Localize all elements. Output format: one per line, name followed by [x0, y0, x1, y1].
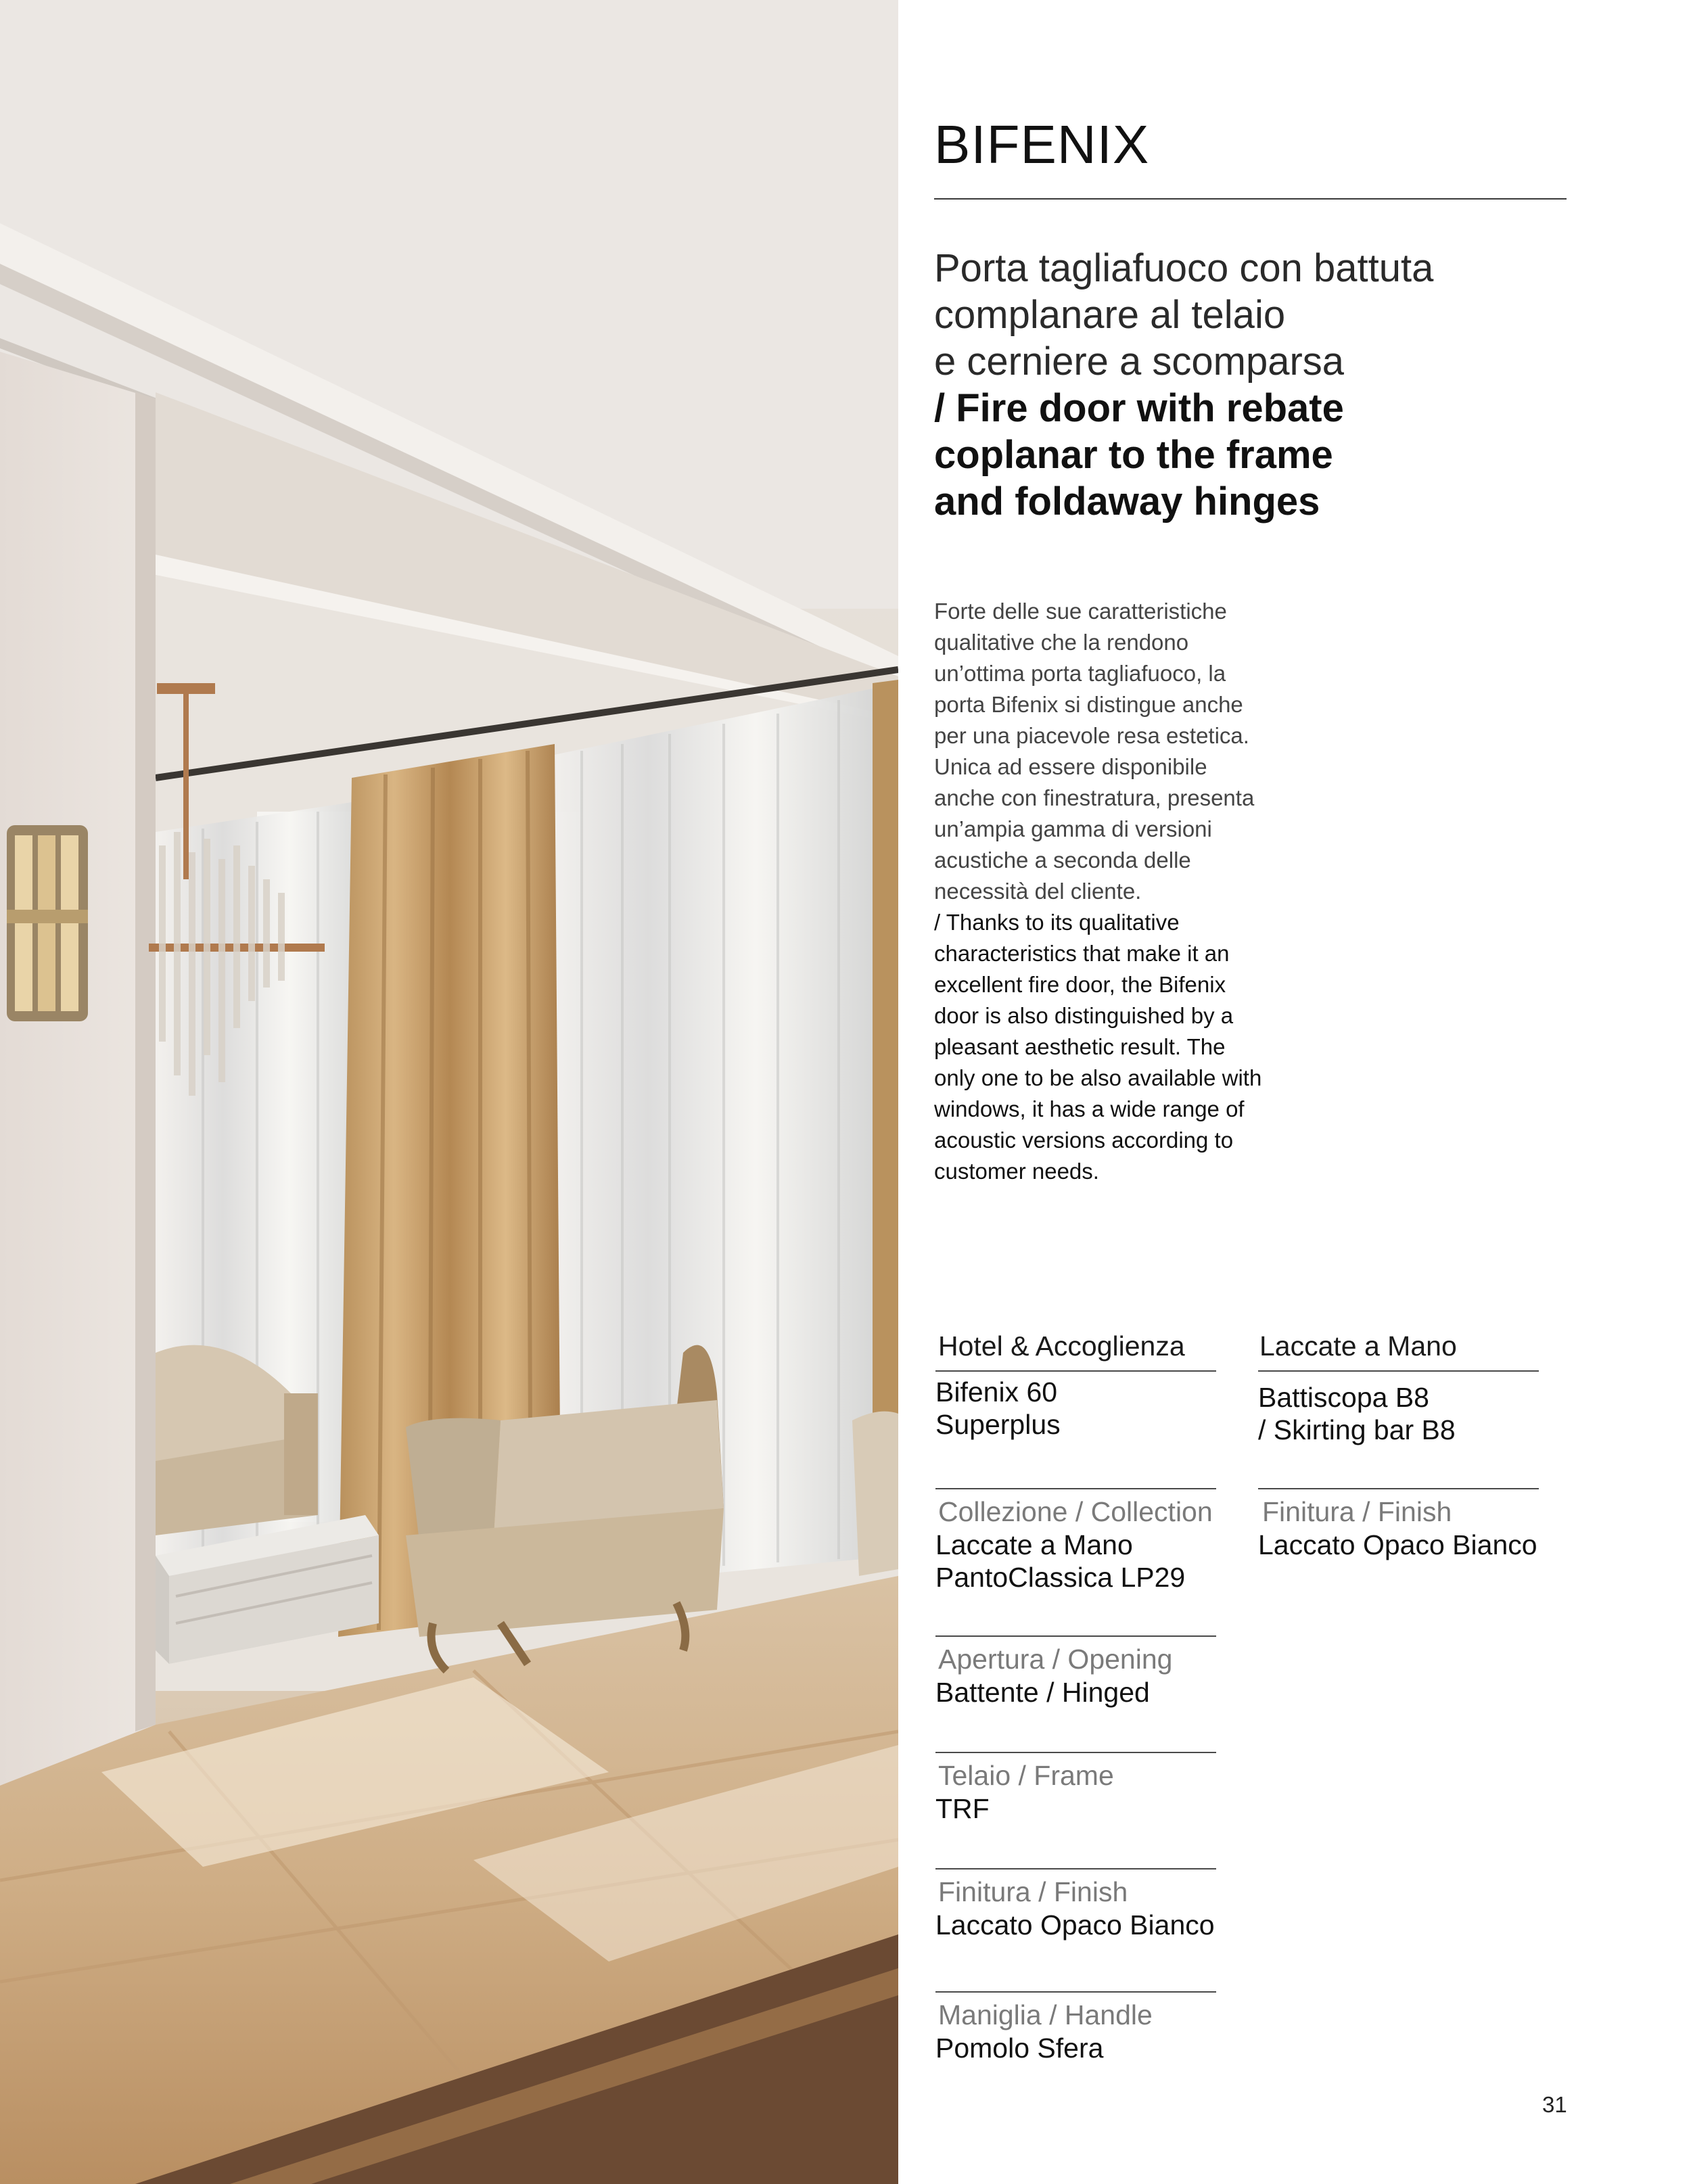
description-it-line: Unica ad essere disponibile: [934, 754, 1207, 779]
spec-divider: [1258, 1370, 1539, 1372]
spec-opening: [935, 1635, 1216, 1709]
description-it-line: qualitative che la rendono: [934, 630, 1189, 655]
description-en-line: customer needs.: [934, 1159, 1099, 1184]
spec-value: PantoClassica LP29: [935, 1562, 1186, 1593]
page-number: 31: [1542, 2092, 1567, 2117]
description-it-line: anche con finestratura, presenta: [934, 785, 1255, 810]
description-en-line: only one to be also available with: [934, 1065, 1262, 1090]
description-en-line: acoustic versions according to: [934, 1128, 1234, 1153]
page-title: BIFENIX: [934, 114, 1150, 175]
subtitle-it-line: complanare al telaio: [934, 293, 1286, 337]
spec-category-right: [1258, 1329, 1539, 1446]
subtitle-en-line: and foldaway hinges: [934, 480, 1320, 524]
description-it-line: necessità del cliente.: [934, 879, 1142, 904]
subtitle: [934, 245, 1543, 525]
spec-value: Laccate a Mano: [935, 1529, 1133, 1560]
spec-value: Laccato Opaco Bianco: [1258, 1529, 1537, 1560]
subtitle-it-line: Porta tagliafuoco con battuta: [934, 246, 1434, 290]
spec-divider: [935, 1370, 1216, 1372]
spec-finish-left: [935, 1868, 1216, 1941]
subtitle-en-line: / Fire door with rebate: [934, 386, 1344, 430]
spec-label: Finitura / Finish: [1262, 1496, 1452, 1527]
spec-value: Battente / Hinged: [935, 1677, 1150, 1708]
spec-label: Finitura / Finish: [938, 1876, 1128, 1907]
description-it-line: un’ottima porta tagliafuoco, la: [934, 661, 1226, 686]
spec-value: Pomolo Sfera: [935, 2032, 1104, 2064]
spec-value: TRF: [935, 1793, 990, 1824]
spec-label: Maniglia / Handle: [938, 1999, 1153, 2030]
spec-divider: [1258, 1488, 1539, 1489]
spec-finish-right: [1258, 1488, 1539, 1561]
spec-divider: [935, 1991, 1216, 1993]
description-en-line: windows, it has a wide range of: [934, 1096, 1245, 1121]
spec-divider: [935, 1868, 1216, 1869]
spec-category-left: [935, 1329, 1216, 1441]
spec-value: Bifenix 60: [935, 1376, 1058, 1408]
description: [934, 596, 1353, 1187]
spec-label: Laccate a Mano: [1259, 1330, 1457, 1362]
description-en-line: characteristics that make it an: [934, 941, 1230, 966]
spec-value: Superplus: [935, 1409, 1061, 1440]
spec-label: Hotel & Accoglienza: [938, 1330, 1185, 1362]
spec-handle: [935, 1991, 1216, 2064]
subtitle-it-line: e cerniere a scomparsa: [934, 340, 1345, 384]
spec-label: Apertura / Opening: [938, 1644, 1173, 1675]
title-divider: [934, 198, 1567, 200]
description-it-line: porta Bifenix si distingue anche: [934, 692, 1243, 717]
spec-frame: [935, 1752, 1216, 1825]
spec-divider: [935, 1488, 1216, 1489]
description-en-line: door is also distinguished by a: [934, 1003, 1234, 1028]
spec-label: Collezione / Collection: [938, 1496, 1213, 1527]
description-en-line: / Thanks to its qualitative: [934, 910, 1180, 935]
spec-value: Battiscopa B8: [1258, 1382, 1429, 1413]
spec-label: Telaio / Frame: [938, 1760, 1114, 1791]
subtitle-en-line: coplanar to the frame: [934, 433, 1333, 477]
description-en-line: pleasant aesthetic result. The: [934, 1034, 1226, 1059]
wall-sconce: [7, 825, 88, 1021]
spec-collection: [935, 1488, 1216, 1594]
spec-value: Laccato Opaco Bianco: [935, 1909, 1215, 1941]
description-it-line: un’ampia gamma di versioni: [934, 816, 1212, 841]
spec-divider: [935, 1752, 1216, 1753]
description-en-line: excellent fire door, the Bifenix: [934, 972, 1226, 997]
description-it-line: per una piacevole resa estetica.: [934, 723, 1249, 748]
description-it-line: acustiche a seconda delle: [934, 847, 1191, 873]
spec-value: / Skirting bar B8: [1258, 1414, 1456, 1445]
description-it-line: Forte delle sue caratteristiche: [934, 599, 1227, 624]
spec-divider: [935, 1635, 1216, 1637]
